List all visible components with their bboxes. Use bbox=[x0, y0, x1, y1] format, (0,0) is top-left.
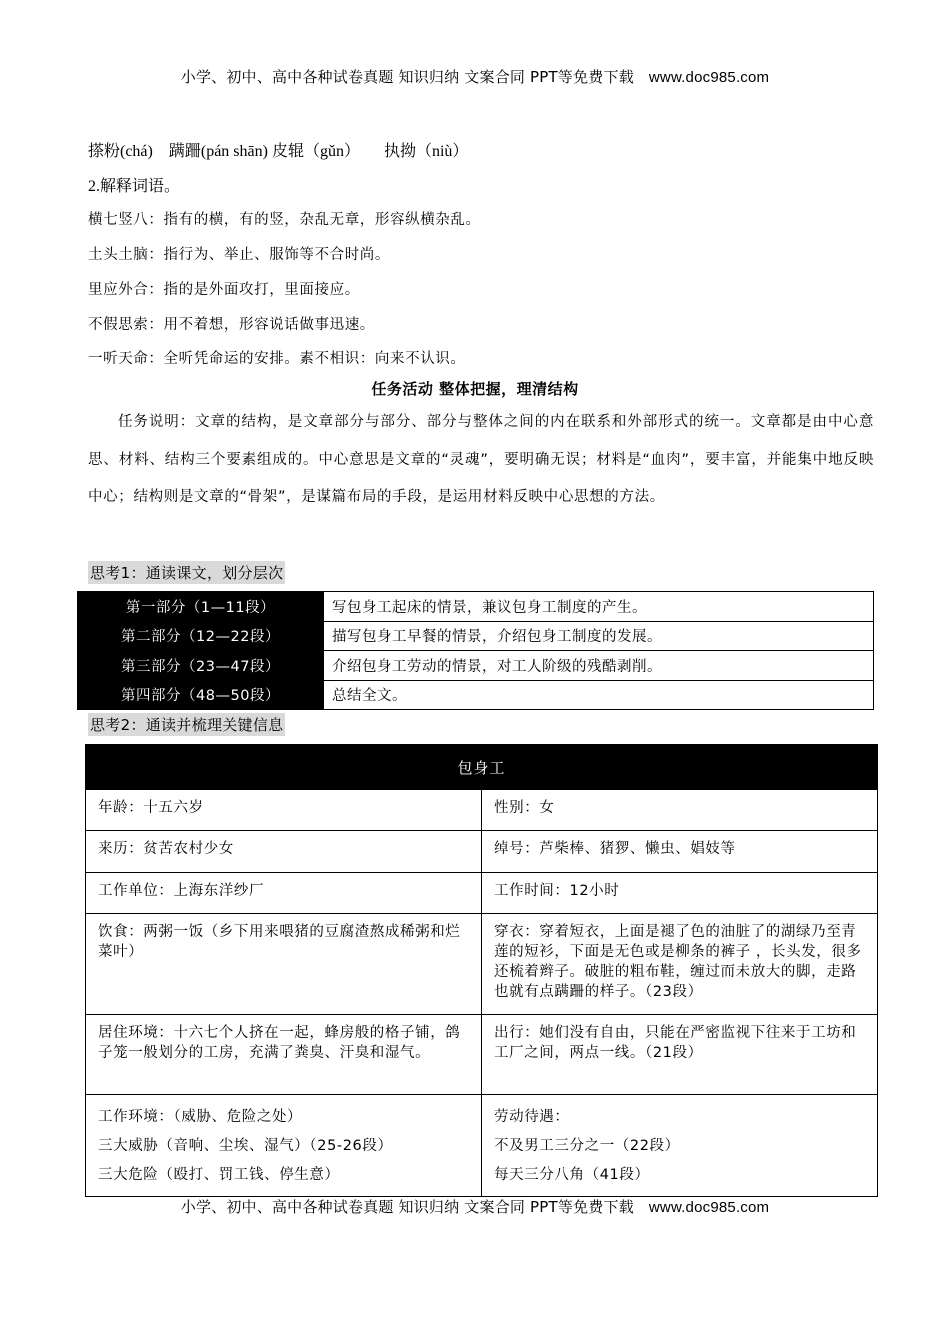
structure-desc: 描写包身工早餐的情景，介绍包身工制度的发展。 bbox=[324, 621, 874, 651]
table-row bbox=[78, 592, 874, 622]
vocab-heading: 2.解释词语。 bbox=[88, 178, 181, 195]
vocab-item: 一听天命：全听凭命运的安排。素不相识：向来不认识。 bbox=[88, 351, 466, 367]
table-row bbox=[78, 651, 874, 681]
footer-text: 小学、初中、高中各种试卷真题 知识归纳 文案合同 PPT等免费下载 bbox=[180, 1198, 634, 1216]
worker-table-title: 包身工 bbox=[86, 745, 878, 790]
structure-desc: 写包身工起床的情景，兼议包身工制度的产生。 bbox=[324, 592, 874, 622]
worker-environment bbox=[86, 1095, 482, 1197]
worker-clothing: 穿衣：穿着短衣，上面是褪了色的油脏了的湖绿乃至青莲的短衫，下面是无色或是柳条的裤子 ，长头发，很多还梳着辫子。破脏的粗布鞋，缠过而未放大的脚，走路也就有点蹒跚的样子。（23段） bbox=[482, 914, 878, 1015]
pay-item: 每天三分八角（41段） bbox=[494, 1167, 650, 1183]
structure-part: 第三部分（23—47段） bbox=[78, 651, 324, 681]
environment-dangers: 三大危险（殴打、罚工钱、停生意） bbox=[98, 1167, 340, 1183]
structure-part: 第二部分（12—22段） bbox=[78, 621, 324, 651]
structure-desc: 总结全文。 bbox=[324, 680, 874, 710]
pay-title: 劳动待遇： bbox=[494, 1109, 570, 1125]
header-site-link[interactable]: www.doc985.com bbox=[648, 69, 770, 86]
table-row bbox=[86, 873, 878, 914]
worker-info-table bbox=[85, 744, 878, 1197]
environment-threats: 三大威胁（音响、尘埃、湿气）（25-26段） bbox=[98, 1138, 393, 1154]
structure-part: 第一部分（1—11段） bbox=[78, 592, 324, 622]
worker-housing: 居住环境：十六七个人挤在一起，蜂房般的格子铺，鸽子笼一般划分的工房，充满了粪臭、汗臭和湿气。 bbox=[86, 1015, 482, 1095]
structure-part: 第四部分（48—50段） bbox=[78, 680, 324, 710]
task-description-text: 任务说明：文章的结构，是文章部分与部分、部分与整体之间的内在联系和外部形式的统一。文章都是由中心意思、材料、结构三个要素组成的。中心意思是文章的“灵魂”，要明确无误；材料是“血肉”，要丰富，并能集中地反映中心；结构则是文章的“骨架”，是谋篇布局的手段，是运用材料反映中心思想的方法。 bbox=[88, 414, 874, 505]
worker-pay bbox=[482, 1095, 878, 1197]
pay-item: 不及男工三分之一（22段） bbox=[494, 1138, 680, 1154]
worker-nickname: 绰号：芦柴棒、猪猡、懒虫、娼妓等 bbox=[482, 831, 878, 873]
table-row bbox=[78, 621, 874, 651]
structure-table bbox=[77, 591, 874, 710]
vocab-item: 里应外合：指的是外面攻打，里面接应。 bbox=[88, 282, 360, 298]
worker-employer: 工作单位：上海东洋纱厂 bbox=[86, 873, 482, 914]
footer-site-link[interactable]: www.doc985.com bbox=[648, 1199, 770, 1216]
think-1-label: 思考1：通读课文，划分层次 bbox=[88, 561, 285, 584]
pinyin-line: 搽粉(chá) 蹒跚(pán shān) 皮辊（gǔn） 执拗（niù） bbox=[88, 143, 469, 160]
table-row bbox=[86, 831, 878, 873]
table-row bbox=[86, 1015, 878, 1095]
table-row bbox=[86, 790, 878, 831]
section-title: 任务活动 整体把握，理清结构 bbox=[371, 380, 579, 398]
table-row bbox=[86, 914, 878, 1015]
table-row bbox=[86, 1095, 878, 1197]
worker-age: 年龄：十五六岁 bbox=[86, 790, 482, 831]
header-text: 小学、初中、高中各种试卷真题 知识归纳 文案合同 PPT等免费下载 bbox=[180, 68, 634, 86]
environment-title: 工作环境：（威胁、危险之处） bbox=[98, 1109, 303, 1125]
vocab-item: 横七竖八：指有的横，有的竖，杂乱无章，形容纵横杂乱。 bbox=[88, 212, 481, 228]
vocab-item: 不假思索：用不着想，形容说话做事迅速。 bbox=[88, 317, 375, 333]
task-description bbox=[88, 404, 874, 517]
worker-food: 饮食：两粥一饭（乡下用来喂猪的豆腐渣熬成稀粥和烂菜叶） bbox=[86, 914, 482, 1015]
worker-gender: 性别：女 bbox=[482, 790, 878, 831]
table-row bbox=[78, 680, 874, 710]
structure-desc: 介绍包身工劳动的情景，对工人阶级的残酷剥削。 bbox=[324, 651, 874, 681]
worker-hours: 工作时间：12小时 bbox=[482, 873, 878, 914]
page-footer bbox=[0, 1196, 950, 1217]
vocab-item: 土头土脑：指行为、举止、服饰等不合时尚。 bbox=[88, 247, 390, 263]
worker-travel: 出行：她们没有自由，只能在严密监视下往来于工坊和工厂之间，两点一线。（21段） bbox=[482, 1015, 878, 1095]
table-header-row bbox=[86, 745, 878, 790]
page-header bbox=[0, 66, 950, 87]
think-2-label: 思考2：通读并梳理关键信息 bbox=[88, 713, 285, 736]
worker-origin: 来历：贫苦农村少女 bbox=[86, 831, 482, 873]
